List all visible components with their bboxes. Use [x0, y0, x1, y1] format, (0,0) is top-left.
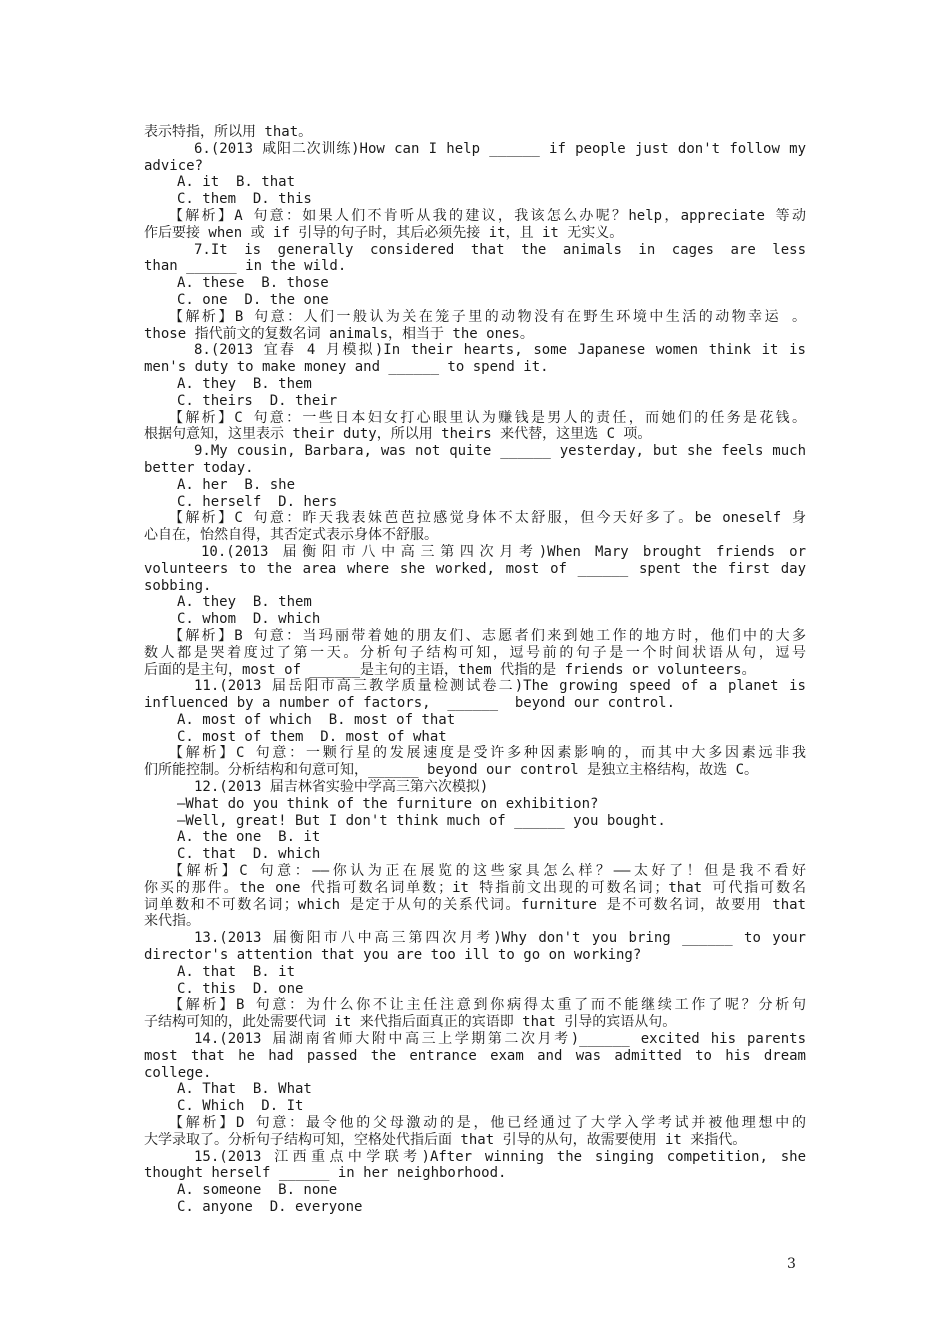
question-stem: 6.(2013 咸阳二次训练)How can I help ______ if people just don't follow my: [194, 140, 806, 157]
question-stem: than ______ in the wild.: [144, 258, 347, 275]
option-line: C. theirs D. their: [177, 392, 338, 409]
question-stem: college.: [144, 1064, 212, 1081]
option-line: A. it B. that: [177, 174, 296, 191]
question-stem: advice?: [144, 157, 204, 174]
question-stem: volunteers to the area where she worked, most of ______ spent the first day: [144, 560, 806, 577]
analysis-line: 【解析】A 句意：如果人们不肯听从我的建议，我该怎么办呢？help，appreciate 等动: [169, 207, 806, 224]
page-number: 3: [787, 1256, 796, 1272]
analysis-line: those 指代前文的复数名词 animals，相当于 the ones。: [144, 325, 534, 342]
option-line: C. that D. which: [177, 846, 321, 863]
option-line: C. herself D. hers: [177, 493, 338, 510]
analysis-line: 【解析】C 句意：一些日本妇女打心眼里认为赚钱是男人的责任，而她们的任务是花钱。: [169, 409, 806, 426]
analysis-line: 子结构可知的，此处需要代词 it 来代指后面真正的宾语即 that 引导的宾语从句。: [144, 1014, 677, 1031]
analysis-line: 作后要接 when 或 if 引导的句子时，其后必须先接 it，且 it 无实义。: [144, 224, 624, 241]
analysis-line: 【解析】C 句意：一颗行星的发展速度是受许多种因素影响的，而其中大多因素远非我: [169, 745, 806, 762]
option-line: A. they B. them: [177, 594, 312, 611]
analysis-line: 【解析】B 句意：为什么你不让主任注意到你病得太重了而不能继续工作了呢？分析句: [169, 997, 806, 1014]
question-stem: men's duty to make money and ______ to spend it.: [144, 359, 549, 376]
dialogue-line: —Well, great! But I don't think much of ______ you bought.: [177, 812, 666, 829]
option-line: A. someone B. none: [177, 1182, 338, 1199]
analysis-line: 们所能控制。分析结构和句意可知，______ beyond our control 是独立主格结构，故选 C。: [144, 762, 759, 779]
question-stem: sobbing.: [144, 577, 212, 594]
text-line: 表示特指，所以用 that。: [144, 124, 313, 140]
question-stem: 8.(2013 宜春 4 月模拟)In their hearts, some Japanese women think it is: [194, 342, 806, 359]
option-line: A. That B. What: [177, 1081, 312, 1098]
question-stem: 11.(2013 届岳阳市高三教学质量检测试卷二)The growing speed of a planet is: [194, 678, 806, 695]
option-line: C. most of them D. most of what: [177, 728, 447, 745]
question-stem: influenced by a number of factors, ______ beyond our control.: [144, 695, 676, 712]
question-stem: 14.(2013 届湖南省师大附中高三上学期第二次月考)______ excited his parents: [194, 1031, 806, 1048]
question-stem: 7.It is generally considered that the animals in cages are less: [194, 241, 806, 258]
question-stem: better today.: [144, 459, 254, 476]
option-line: C. whom D. which: [177, 611, 321, 628]
question-stem: 10.(2013 届衡阳市八中高三第四次月考)When Mary brought friends or: [201, 543, 806, 560]
question-stem: thought herself ______ in her neighborhood.: [144, 1165, 507, 1182]
analysis-line: 心自在，怡然自得，其否定式表示身体不舒服。: [144, 527, 438, 544]
dialogue-line: —What do you think of the furniture on exhibition?: [177, 795, 599, 812]
analysis-line: 数人都是哭着度过了第一天。分析句子结构可知，逗号前的句子是一个时间状语从句，逗号: [144, 644, 806, 661]
page-body: [144, 124, 806, 1216]
analysis-line: 【解析】C 句意：——你认为正在展览的这些家具怎么样？——太好了！但是我不看好: [169, 863, 806, 880]
option-line: A. most of which B. most of that: [177, 711, 456, 728]
option-line: C. them D. this: [177, 191, 312, 208]
question-stem: 13.(2013 届衡阳市八中高三第四次月考)Why don't you bring ______ to your: [194, 930, 806, 947]
option-line: C. this D. one: [177, 980, 304, 997]
analysis-line: 后面的是主句，most of ______是主句的主语，them 代指的是 friends or volunteers。: [144, 661, 756, 678]
analysis-line: 来代指。: [144, 913, 200, 930]
option-line: C. one D. the one: [177, 291, 329, 308]
question-stem: 9.My cousin, Barbara, was not quite ______ yesterday, but she feels much: [194, 443, 806, 460]
question-stem: 15.(2013 江西重点中学联考)After winning the singing competition, she: [194, 1148, 806, 1165]
analysis-line: 【解析】D 句意：最令他的父母激动的是，他已经通过了大学入学考试并被他理想中的: [169, 1115, 806, 1132]
analysis-line: 【解析】B 句意：人们一般认为关在笼子里的动物没有在野生环境中生活的动物幸运 。: [169, 308, 806, 325]
option-line: A. they B. them: [177, 375, 312, 392]
analysis-line: 【解析】C 句意：昨天我表妹芭芭拉感觉身体不太舒服，但今天好多了。be oneself 身: [169, 510, 806, 527]
option-line: C. anyone D. everyone: [177, 1199, 363, 1215]
analysis-line: 大学录取了。分析句子结构可知，空格处代指后面 that 引导的从句，故需要使用 it 来指代。: [144, 1131, 747, 1148]
analysis-line: 根据句意知，这里表示 their duty，所以用 theirs 来代替，这里选 C 项。: [144, 426, 652, 443]
option-line: A. these B. those: [177, 275, 329, 292]
analysis-line: 你买的那件。the one 代指可数名词单数；it 特指前文出现的可数名词；that 可代指可数名: [144, 879, 806, 896]
question-stem: 12.(2013 届吉林省实验中学高三第六次模拟): [194, 779, 489, 796]
option-line: A. her B. she: [177, 476, 296, 493]
question-stem: most that he had passed the entrance exam and was admitted to his dream: [144, 1047, 806, 1064]
question-stem: director's attention that you are too ill to go on working?: [144, 947, 642, 964]
option-line: A. the one B. it: [177, 829, 321, 846]
option-line: C. Which D. It: [177, 1098, 304, 1115]
analysis-line: 词单数和不可数名词；which 是定于从句的关系代词。furniture 是不可数名词，故要用 that: [144, 896, 806, 913]
option-line: A. that B. it: [177, 963, 296, 980]
analysis-line: 【解析】B 句意：当玛丽带着她的朋友们、志愿者们来到她工作的地方时，他们中的大多: [169, 627, 806, 644]
